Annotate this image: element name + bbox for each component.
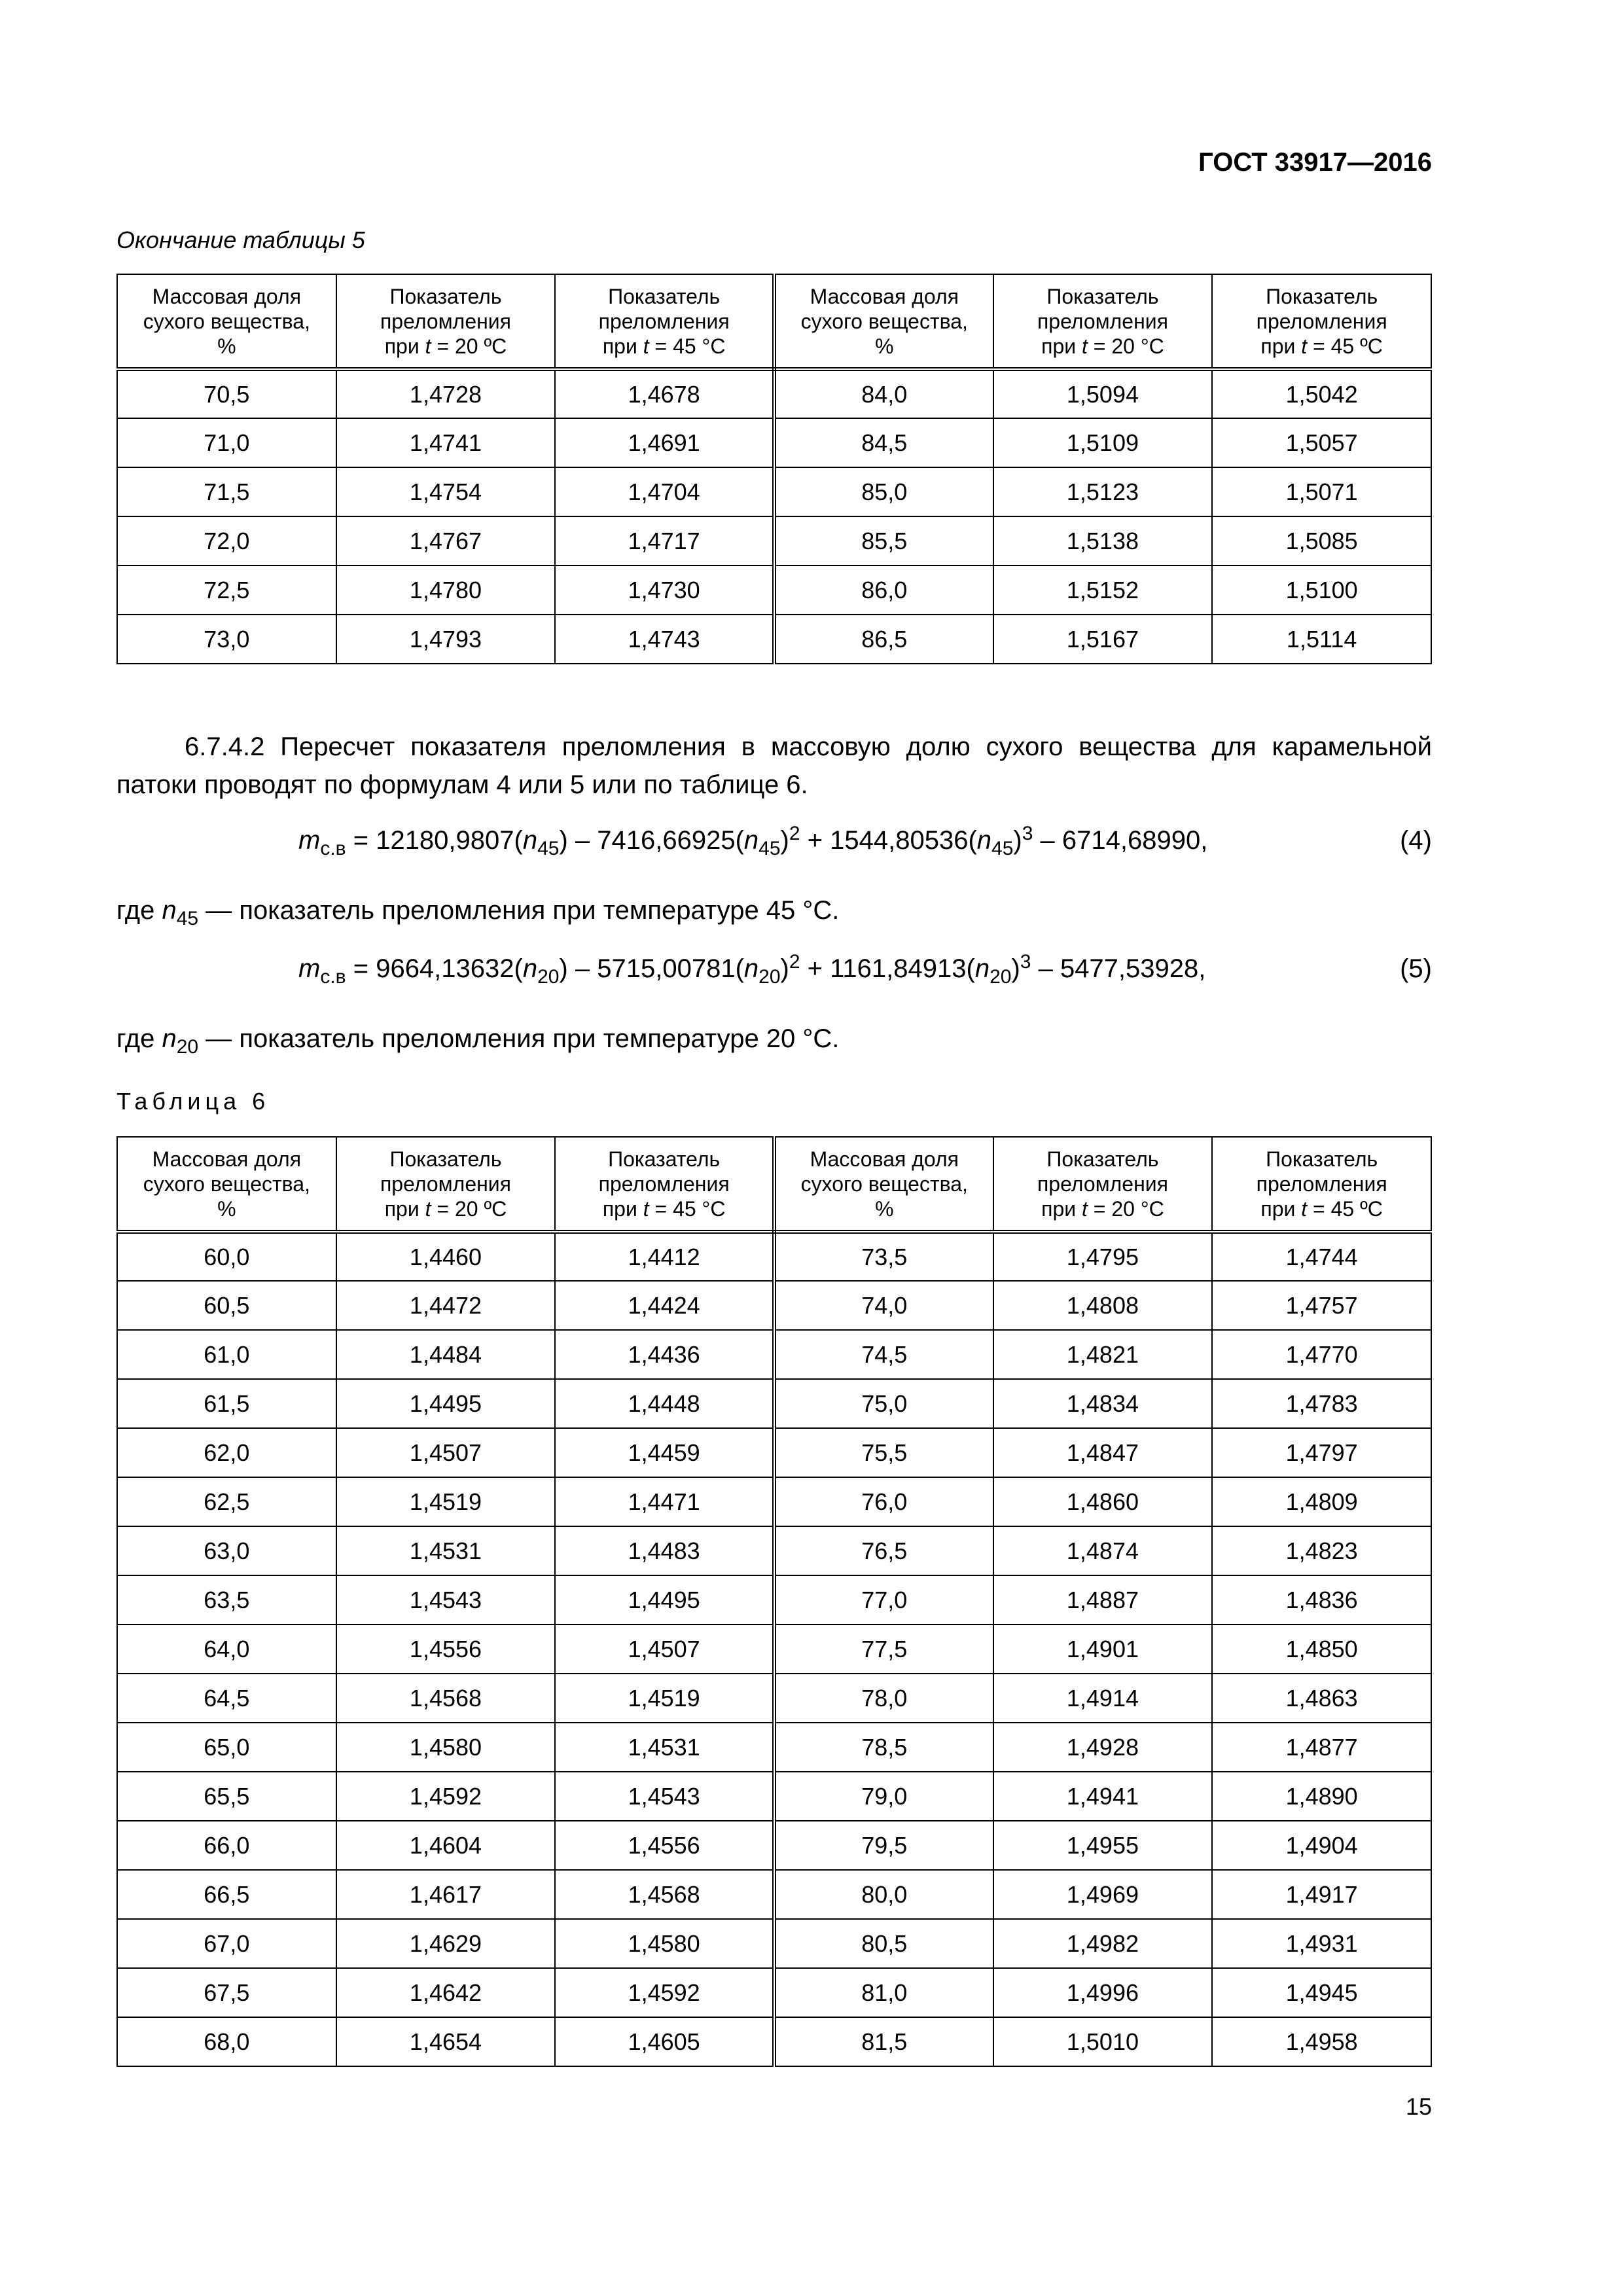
table-cell: 1,4592 <box>555 1968 774 2017</box>
column-header-line: % <box>875 334 894 358</box>
table-cell: 1,4809 <box>1212 1477 1431 1526</box>
table-cell: 63,5 <box>117 1575 336 1624</box>
table-row <box>117 1772 1431 1821</box>
table-cell: 74,0 <box>774 1281 993 1330</box>
column-header <box>117 1137 336 1232</box>
table-header-row <box>117 1137 1431 1232</box>
table-cell: 1,4770 <box>1212 1330 1431 1379</box>
table-cell: 1,4580 <box>555 1919 774 1968</box>
table-cell: 1,4783 <box>1212 1379 1431 1428</box>
table-cell: 79,5 <box>774 1821 993 1870</box>
table-row <box>117 1723 1431 1772</box>
table-cell: 1,4730 <box>555 565 774 615</box>
table-cell: 1,4821 <box>993 1330 1213 1379</box>
table-row <box>117 1330 1431 1379</box>
table-cell: 63,0 <box>117 1526 336 1575</box>
column-header-line: Показатель <box>1046 284 1159 308</box>
column-header-line: при t = 20 °C <box>1041 334 1164 358</box>
column-header-line: преломления <box>598 309 730 333</box>
table-cell: 1,4904 <box>1212 1821 1431 1870</box>
column-header-line: сухого вещества, <box>143 309 310 333</box>
table-5 <box>116 274 1432 664</box>
table-cell: 1,4460 <box>336 1232 556 1281</box>
table-cell: 70,5 <box>117 369 336 418</box>
column-header-line: Показатель <box>389 1147 502 1171</box>
column-header-line: при t = 20 ºC <box>384 334 507 358</box>
table-row <box>117 1428 1431 1477</box>
formula-5-number: (5) <box>1400 954 1432 983</box>
table5-caption: Окончание таблицы 5 <box>116 226 365 253</box>
table-cell: 1,4691 <box>555 418 774 467</box>
table-cell: 61,5 <box>117 1379 336 1428</box>
column-header-line: при t = 45 °C <box>602 334 726 358</box>
table-cell: 1,4901 <box>993 1624 1213 1674</box>
table-cell: 1,4955 <box>993 1821 1213 1870</box>
table-cell: 1,4969 <box>993 1870 1213 1919</box>
table-cell: 1,5167 <box>993 615 1213 664</box>
table-cell: 1,4519 <box>336 1477 556 1526</box>
table-cell: 1,4847 <box>993 1428 1213 1477</box>
column-header-line: Показатель <box>1046 1147 1159 1171</box>
table-cell: 1,4767 <box>336 516 556 565</box>
table-cell: 1,4863 <box>1212 1674 1431 1723</box>
table-cell: 76,0 <box>774 1477 993 1526</box>
column-header <box>1212 274 1431 369</box>
table-cell: 80,0 <box>774 1870 993 1919</box>
table-cell: 1,4459 <box>555 1428 774 1477</box>
table-cell: 64,0 <box>117 1624 336 1674</box>
column-header <box>993 274 1213 369</box>
table-cell: 78,5 <box>774 1723 993 1772</box>
table-row <box>117 1232 1431 1281</box>
column-header-line: преломления <box>1037 309 1168 333</box>
table-row <box>117 1821 1431 1870</box>
column-header-line: преломления <box>380 1172 511 1196</box>
column-header-line: преломления <box>1256 1172 1387 1196</box>
table-row <box>117 565 1431 615</box>
table-cell: 72,0 <box>117 516 336 565</box>
table-cell: 1,4412 <box>555 1232 774 1281</box>
column-header-line: Массовая доля <box>152 284 302 308</box>
where-n20: где $n_{20}$ — показатель преломления при температуре 20 °С. <box>116 1024 840 1058</box>
document-code: ГОСТ 33917—2016 <box>1198 148 1432 177</box>
table-cell: 1,4568 <box>555 1870 774 1919</box>
column-header <box>336 1137 556 1232</box>
table-cell: 78,0 <box>774 1674 993 1723</box>
where-n45: где $n_{45}$ — показатель преломления при температуре 45 °С. <box>116 896 840 929</box>
table-cell: 71,5 <box>117 467 336 516</box>
table-cell: 1,4580 <box>336 1723 556 1772</box>
table-row <box>117 418 1431 467</box>
column-header-line: Показатель <box>1266 284 1378 308</box>
table-cell: 75,5 <box>774 1428 993 1477</box>
table-cell: 1,5071 <box>1212 467 1431 516</box>
table-row <box>117 615 1431 664</box>
formula-4 <box>116 823 1432 865</box>
table-row <box>117 1575 1431 1624</box>
table-cell: 1,4945 <box>1212 1968 1431 2017</box>
table-cell: 1,5094 <box>993 369 1213 418</box>
table-cell: 1,4793 <box>336 615 556 664</box>
table-cell: 1,4808 <box>993 1281 1213 1330</box>
table-row <box>117 467 1431 516</box>
table-cell: 1,4654 <box>336 2017 556 2066</box>
table-cell: 1,5123 <box>993 467 1213 516</box>
table-cell: 1,4887 <box>993 1575 1213 1624</box>
table-cell: 86,5 <box>774 615 993 664</box>
table-cell: 1,4507 <box>555 1624 774 1674</box>
column-header-line: при t = 45 ºC <box>1260 334 1383 358</box>
paragraph-6742: 6.7.4.2 Пересчет показателя преломления в массовую долю сухого вещества для карамельной патоки проводят по формулам 4 или 5 или по таблице 6. <box>116 732 1432 799</box>
table-cell: 1,4931 <box>1212 1919 1431 1968</box>
table-cell: 1,4629 <box>336 1919 556 1968</box>
table-cell: 1,4717 <box>555 516 774 565</box>
table-row <box>117 1674 1431 1723</box>
formula-4-number: (4) <box>1400 826 1432 855</box>
table-row <box>117 1379 1431 1428</box>
table-row <box>117 1526 1431 1575</box>
table-cell: 62,5 <box>117 1477 336 1526</box>
column-header <box>1212 1137 1431 1232</box>
table-cell: 1,4531 <box>555 1723 774 1772</box>
table-cell: 1,5109 <box>993 418 1213 467</box>
table-cell: 1,4483 <box>555 1526 774 1575</box>
table-cell: 1,4507 <box>336 1428 556 1477</box>
column-header-line: сухого вещества, <box>800 309 968 333</box>
table-cell: 1,4704 <box>555 467 774 516</box>
table-cell: 1,4917 <box>1212 1870 1431 1919</box>
table-row <box>117 2017 1431 2066</box>
table-cell: 65,0 <box>117 1723 336 1772</box>
column-header <box>555 1137 774 1232</box>
table-cell: 73,5 <box>774 1232 993 1281</box>
table-cell: 1,4797 <box>1212 1428 1431 1477</box>
table-cell: 60,5 <box>117 1281 336 1330</box>
table-cell: 85,0 <box>774 467 993 516</box>
table-cell: 1,4678 <box>555 369 774 418</box>
column-header-line: преломления <box>380 309 511 333</box>
column-header-line: % <box>217 1196 236 1221</box>
table-cell: 81,0 <box>774 1968 993 2017</box>
table-cell: 1,5042 <box>1212 369 1431 418</box>
column-header <box>117 274 336 369</box>
table-cell: 1,4543 <box>555 1772 774 1821</box>
column-header <box>774 274 993 369</box>
table-cell: 1,4890 <box>1212 1772 1431 1821</box>
table-cell: 1,4543 <box>336 1575 556 1624</box>
table-cell: 76,5 <box>774 1526 993 1575</box>
table-cell: 1,4556 <box>336 1624 556 1674</box>
column-header <box>993 1137 1213 1232</box>
column-header-line: преломления <box>1256 309 1387 333</box>
table-cell: 1,4519 <box>555 1674 774 1723</box>
table-cell: 61,0 <box>117 1330 336 1379</box>
table-cell: 1,4780 <box>336 565 556 615</box>
table-cell: 71,0 <box>117 418 336 467</box>
table-cell: 1,4836 <box>1212 1575 1431 1624</box>
table-cell: 1,5152 <box>993 565 1213 615</box>
table-cell: 1,4424 <box>555 1281 774 1330</box>
column-header-line: Массовая доля <box>152 1147 302 1171</box>
column-header-line: сухого вещества, <box>800 1172 968 1196</box>
table-cell: 1,4996 <box>993 1968 1213 2017</box>
table-cell: 1,4850 <box>1212 1624 1431 1674</box>
table-cell: 1,4568 <box>336 1674 556 1723</box>
table-cell: 1,5138 <box>993 516 1213 565</box>
column-header-line: Показатель <box>1266 1147 1378 1171</box>
table-cell: 74,5 <box>774 1330 993 1379</box>
column-header-line: сухого вещества, <box>143 1172 310 1196</box>
table-cell: 1,4941 <box>993 1772 1213 1821</box>
formula-5 <box>116 951 1432 994</box>
table-cell: 81,5 <box>774 2017 993 2066</box>
column-header-line: % <box>875 1196 894 1221</box>
table-cell: 60,0 <box>117 1232 336 1281</box>
column-header <box>774 1137 993 1232</box>
table-cell: 1,4741 <box>336 418 556 467</box>
table-cell: 86,0 <box>774 565 993 615</box>
column-header-line: при t = 45 ºC <box>1260 1196 1383 1221</box>
column-header-line: Показатель <box>608 1147 721 1171</box>
table-cell: 73,0 <box>117 615 336 664</box>
column-header-line: % <box>217 334 236 358</box>
column-header-line: Показатель <box>608 284 721 308</box>
table-cell: 66,0 <box>117 1821 336 1870</box>
table-6 <box>116 1136 1432 2067</box>
column-header <box>336 274 556 369</box>
table-cell: 79,0 <box>774 1772 993 1821</box>
table-cell: 84,0 <box>774 369 993 418</box>
table-cell: 1,5085 <box>1212 516 1431 565</box>
table-cell: 1,4531 <box>336 1526 556 1575</box>
table-cell: 77,0 <box>774 1575 993 1624</box>
formula-4-expression: $m_{с.в} = 12180,9807(n_{45}) - 7416,66925(n_{45})^2 + 1544,80536(n_{45})^3 - 6714,68990$, <box>298 823 1208 859</box>
column-header-line: Показатель <box>389 284 502 308</box>
page-number: 15 <box>1405 2093 1432 2120</box>
table-cell: 1,4617 <box>336 1870 556 1919</box>
table-cell: 62,0 <box>117 1428 336 1477</box>
table-cell: 1,4795 <box>993 1232 1213 1281</box>
table-cell: 1,4874 <box>993 1526 1213 1575</box>
table-cell: 1,4744 <box>1212 1232 1431 1281</box>
table-cell: 1,4914 <box>993 1674 1213 1723</box>
column-header-line: преломления <box>1037 1172 1168 1196</box>
column-header-line: Массовая доля <box>810 1147 959 1171</box>
column-header <box>555 274 774 369</box>
column-header-line: при t = 20 ºC <box>384 1196 507 1221</box>
table-cell: 1,5100 <box>1212 565 1431 615</box>
table-cell: 67,5 <box>117 1968 336 2017</box>
table-cell: 68,0 <box>117 2017 336 2066</box>
table-cell: 1,4743 <box>555 615 774 664</box>
column-header-line: при t = 45 °C <box>602 1196 726 1221</box>
column-header-line: Массовая доля <box>810 284 959 308</box>
table-cell: 72,5 <box>117 565 336 615</box>
table-cell: 1,4495 <box>336 1379 556 1428</box>
table-cell: 75,0 <box>774 1379 993 1428</box>
column-header-line: преломления <box>598 1172 730 1196</box>
table6-caption: Таблица 6 <box>116 1088 270 1115</box>
table-row <box>117 516 1431 565</box>
table-cell: 1,4448 <box>555 1379 774 1428</box>
table-cell: 1,4860 <box>993 1477 1213 1526</box>
table-cell: 66,5 <box>117 1870 336 1919</box>
table-cell: 85,5 <box>774 516 993 565</box>
table-cell: 80,5 <box>774 1919 993 1968</box>
table-row <box>117 1624 1431 1674</box>
table-row <box>117 1968 1431 2017</box>
table-row <box>117 1870 1431 1919</box>
table-header-row <box>117 274 1431 369</box>
table-cell: 1,4484 <box>336 1330 556 1379</box>
table-row <box>117 1477 1431 1526</box>
table-cell: 1,4592 <box>336 1772 556 1821</box>
table-cell: 1,4604 <box>336 1821 556 1870</box>
table-cell: 1,4436 <box>555 1330 774 1379</box>
table-cell: 1,4823 <box>1212 1526 1431 1575</box>
table-cell: 1,4556 <box>555 1821 774 1870</box>
table-cell: 77,5 <box>774 1624 993 1674</box>
table-cell: 67,0 <box>117 1919 336 1968</box>
table-cell: 1,4728 <box>336 369 556 418</box>
column-header-line: при t = 20 °C <box>1041 1196 1164 1221</box>
table-row <box>117 369 1431 418</box>
table-cell: 1,4928 <box>993 1723 1213 1772</box>
table-cell: 1,4834 <box>993 1379 1213 1428</box>
table-cell: 65,5 <box>117 1772 336 1821</box>
table-cell: 1,4754 <box>336 467 556 516</box>
table-cell: 1,4958 <box>1212 2017 1431 2066</box>
table-row <box>117 1281 1431 1330</box>
table-cell: 1,4642 <box>336 1968 556 2017</box>
table-cell: 1,4471 <box>555 1477 774 1526</box>
table-cell: 1,5114 <box>1212 615 1431 664</box>
table-cell: 1,4877 <box>1212 1723 1431 1772</box>
table-cell: 1,4472 <box>336 1281 556 1330</box>
table-row <box>117 1919 1431 1968</box>
table-cell: 1,4982 <box>993 1919 1213 1968</box>
table-cell: 64,5 <box>117 1674 336 1723</box>
table-cell: 1,4605 <box>555 2017 774 2066</box>
table-cell: 1,4495 <box>555 1575 774 1624</box>
table-cell: 84,5 <box>774 418 993 467</box>
table-cell: 1,5057 <box>1212 418 1431 467</box>
formula-5-expression: $m_{с.в} = 9664,13632(n_{20}) - 5715,00781(n_{20})^2 + 1161,84913(n_{20})^3 - 5477,53928$, <box>298 951 1206 988</box>
table-cell: 1,5010 <box>993 2017 1213 2066</box>
table-cell: 1,4757 <box>1212 1281 1431 1330</box>
